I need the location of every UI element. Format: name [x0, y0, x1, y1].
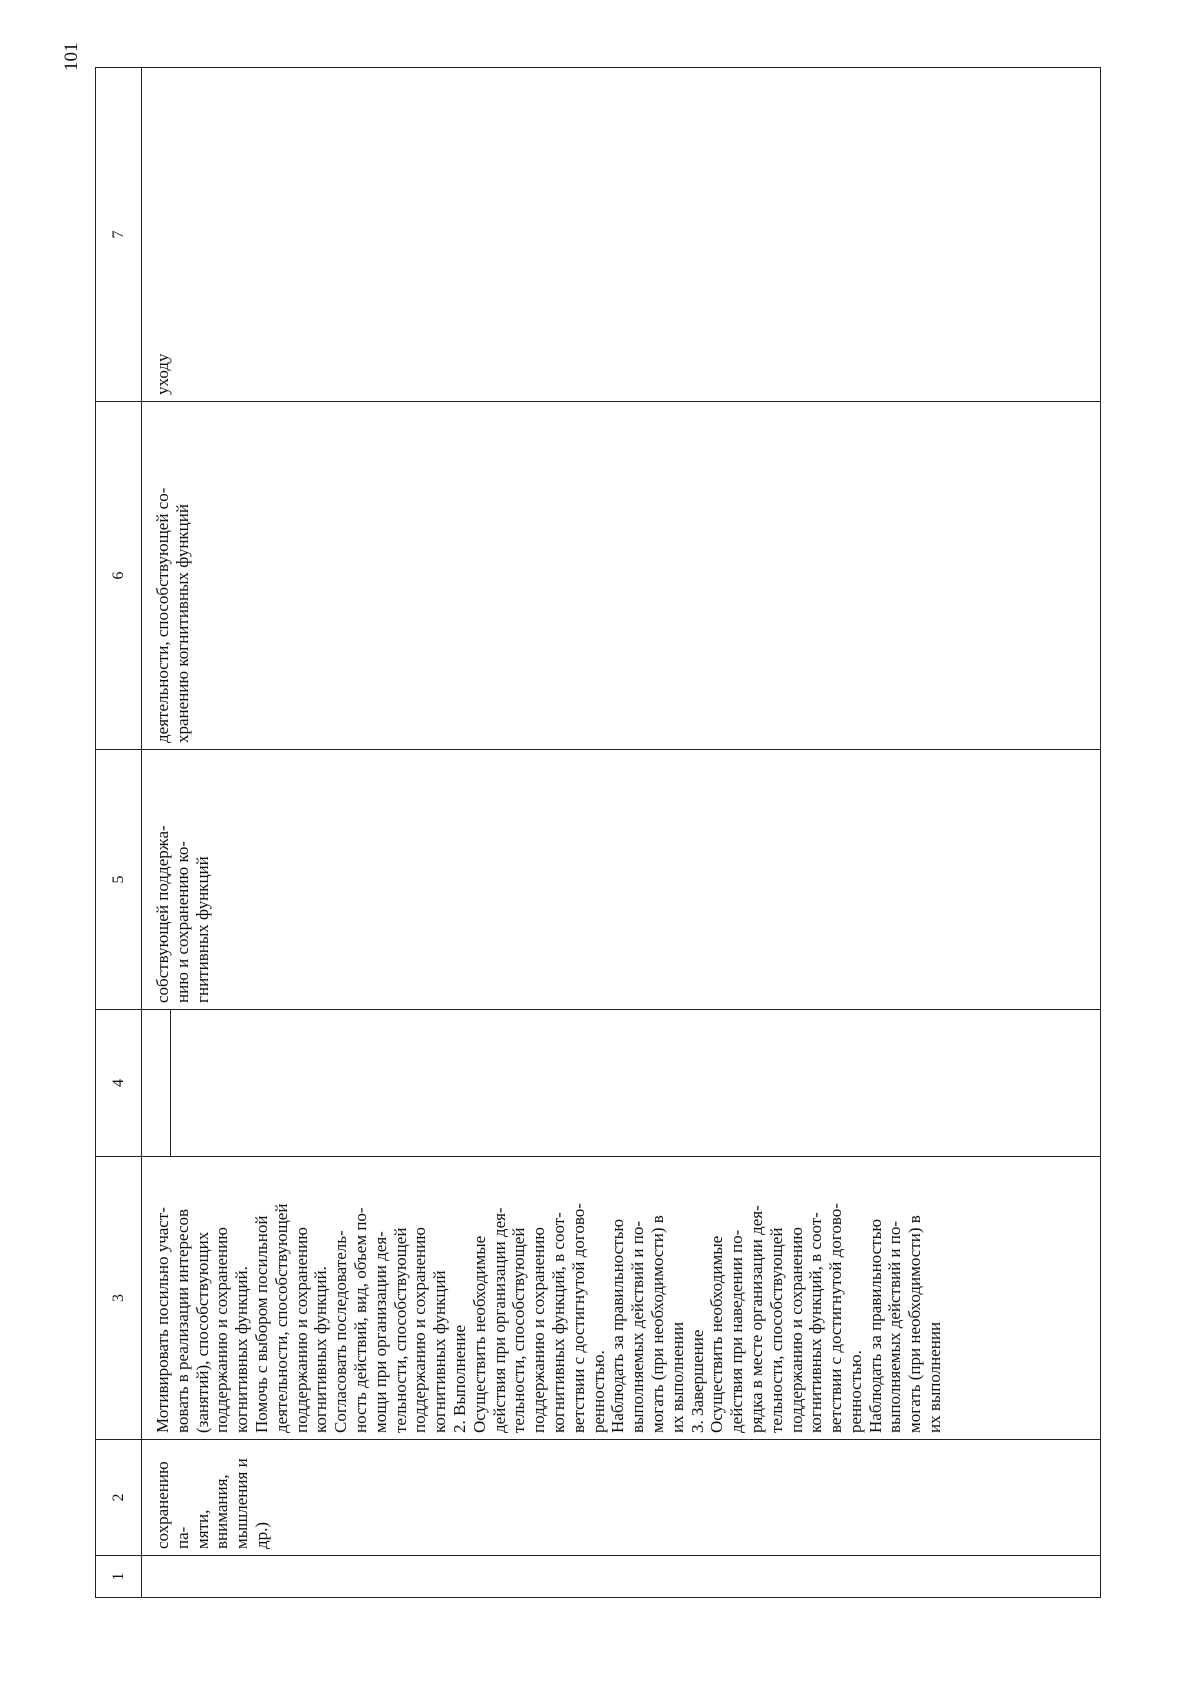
cell-col-3-text: Мотивировать посильно участ- вовать в реализации интересов (занятий), способствующих поддержанию и сохранению когнитивных функций. Помочь с выбором посильной деятельности, способствующей поддержанию и сохранению когнитивных функций. Согласовать последователь- ность действий, вид, объем по- мощи при организации дея- тельности, способствующей поддержанию и сохранению когнитивных функций 2. Выполнение Осуществить необходимые действия при организации дея- тельности, способствующей поддержанию и сохранению когнитивных функций, в соот- ветствии с достигнутой догово- ренностью. Наблюдать за правильностью выполняемых действий и по- могать (при необходимости) в их выполнении 3. Завершение Осуществить необходимые действия при наведении по- рядка в месте организации дея- тельности, способствующей поддержанию и сохранению когнитивных функций, в соот- ветствии с достигнутой догово- ренностью. Наблюдать за правильностью выполняемых действий и по- могать (при необходимости) в их выполнении	[153, 1203, 945, 1433]
cell-col-4-split	[142, 1010, 1100, 1156]
column-number-5: 5	[96, 750, 142, 1010]
column-number-7: 7	[96, 68, 142, 402]
rotated-table-container	[95, 68, 1101, 1598]
column-number-3: 3	[96, 1157, 142, 1440]
cell-col-1	[142, 1556, 1101, 1598]
cell-col-4-text	[171, 1010, 182, 1156]
cell-col-4	[142, 1010, 1101, 1157]
cell-col-7	[142, 68, 1101, 402]
column-number-1: 1	[96, 1556, 142, 1598]
cell-col-2	[142, 1440, 1101, 1556]
cell-col-6	[142, 402, 1101, 750]
cell-col-5	[142, 750, 1101, 1010]
cell-col-6-text: деятельности, способствующей со- хранению когнитивных функций	[153, 487, 192, 743]
column-number-6: 6	[96, 402, 142, 750]
column-number-2: 2	[96, 1440, 142, 1556]
cell-col-5-text: собствующей поддержа- нию и сохранению ко- гнитивных функций	[153, 825, 212, 1003]
cell-col-3	[142, 1157, 1101, 1440]
care-plan-table	[95, 67, 1101, 1598]
table-row	[142, 68, 1101, 1598]
cell-col-1-text	[142, 1556, 153, 1597]
cell-col-2-text: сохранению па- мяти, внимания, мышления и др.)	[153, 1458, 271, 1549]
cell-col-4-divider	[142, 1010, 171, 1156]
column-number-4: 4	[96, 1010, 142, 1157]
cell-col-7-text: уходу	[153, 353, 172, 395]
page-number: 101	[61, 42, 82, 71]
table-header-row	[96, 68, 142, 1598]
